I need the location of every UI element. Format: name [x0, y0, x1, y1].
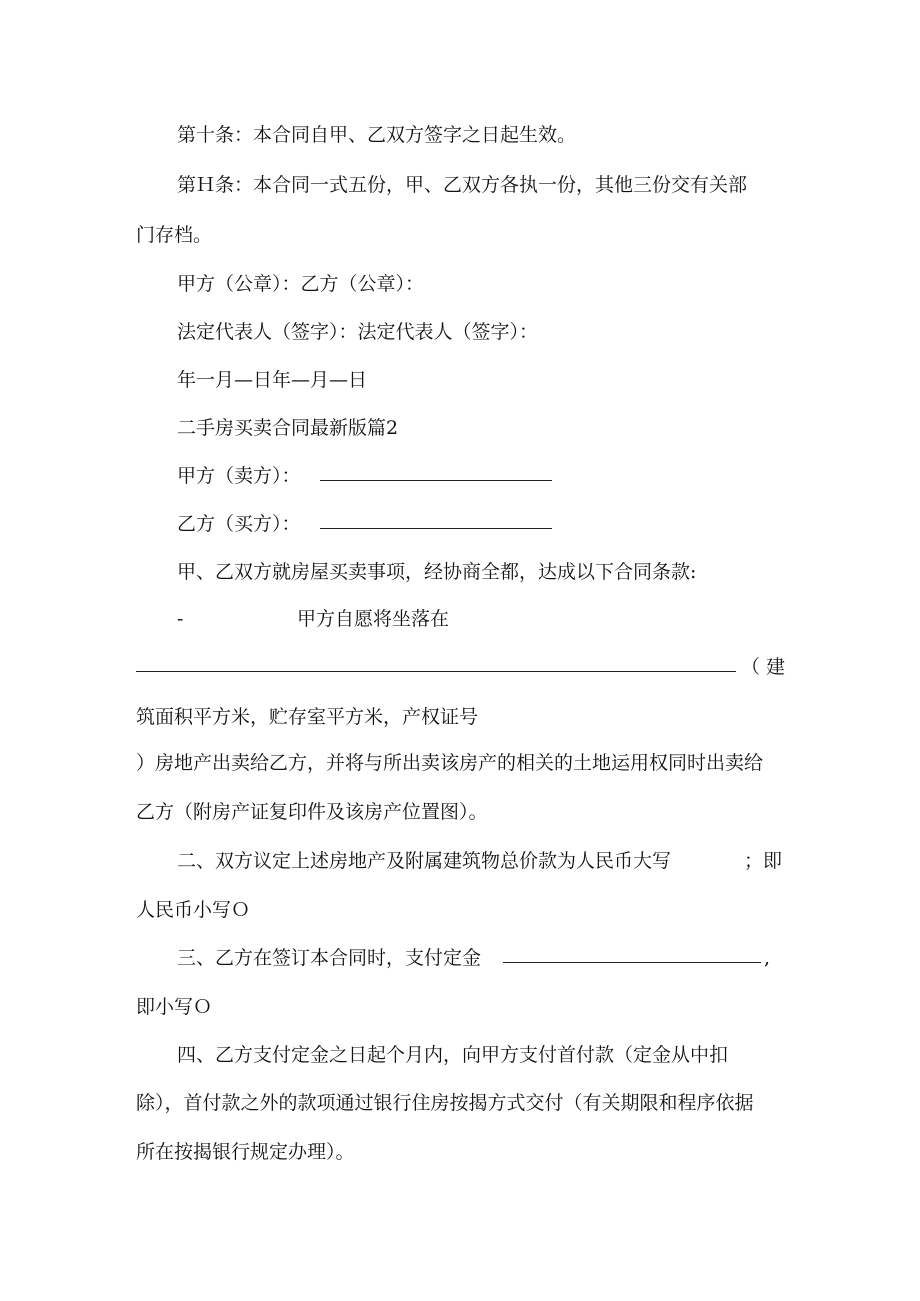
party-a-blank [320, 462, 552, 487]
clause-1-paren: （ [741, 656, 761, 678]
clause-3-line-2: 即小写Ｏ [136, 996, 213, 1018]
clause-3-line-1: 三、乙方在签订本合同时，支付定金 [177, 947, 482, 969]
representative-line: 法定代表人（签字）：法定代表人（签字）： [177, 321, 539, 343]
clause-2-line-1-end: ；即 [744, 850, 783, 872]
party-b-blank [320, 510, 552, 535]
article-11-line-2: 门存档。 [136, 224, 213, 246]
party-b-label: 乙方（买方）： [177, 513, 301, 535]
date-line: 年一月—日年—月—日 [177, 369, 368, 391]
location-blank [136, 653, 738, 678]
clause-1-text: 甲方自愿将坐落在 [297, 608, 450, 630]
clause-4-line-2: 除），首付款之外的款项通过银行住房按揭方式交付（有关期限和程序依据 [136, 1092, 754, 1114]
deposit-blank [503, 944, 761, 969]
party-a-label: 甲方（卖方）： [177, 465, 301, 487]
article-10: 第十条：本合同自甲、乙双方签字之日起生效。 [177, 124, 577, 146]
clause-4-line-3: 所在按揭银行规定办理）。 [136, 1141, 355, 1163]
clause-1-dash: - [177, 608, 184, 630]
article-11-line-1: 第Ｈ条：本合同一式五份，甲、乙双方各执一份，其他三份交有关部 [177, 174, 748, 196]
clause-3-comma: , [764, 947, 771, 969]
clause-1-line-5: 乙方（附房产证复印件及该房产位置图）。 [136, 801, 488, 823]
clause-1-line-4: ）房地产出卖给乙方，并将与所出卖该房产的相关的土地运用权同时出卖给 [136, 752, 764, 774]
intro-paragraph: 甲、乙双方就房屋买卖事项，经协商全都，达成以下合同条款: [177, 561, 697, 583]
clause-1-line-3: 筑面积平方米，贮存室平方米，产权证号 [136, 706, 479, 728]
seal-line: 甲方（公章）：乙方（公章）： [177, 273, 425, 295]
clause-4-line-1: 四、乙方支付定金之日起个月内，向甲方支付首付款（定金从中扣 [177, 1044, 729, 1066]
clause-1-jian: 建 [766, 656, 786, 678]
clause-2-line-1: 二、双方议定上述房地产及附属建筑物总价款为人民币大写 [177, 850, 672, 872]
clause-2-line-2: 人民币小写Ｏ [136, 899, 251, 921]
section-heading: 二手房买卖合同最新版篇2 [177, 417, 399, 439]
